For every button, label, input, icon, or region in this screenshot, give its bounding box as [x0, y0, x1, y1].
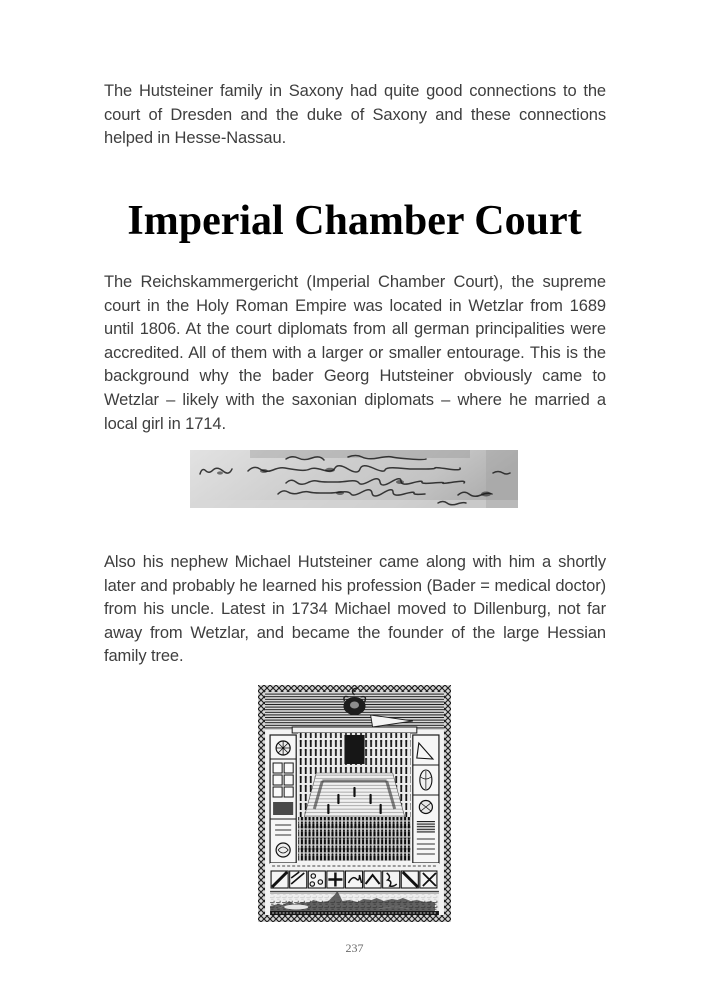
- imperial-chamber-court-engraving-image: [258, 685, 451, 922]
- michael-paragraph: Also his nephew Michael Hutsteiner came along with him a shortly later and probably he learned his profession (Bader = medical doctor) from his uncle. Latest in 1734 Michael moved to Dillenburg, not far away from Wetzlar, and became the founder of the large Hessian family tree.: [104, 553, 606, 666]
- church-register-scan-image: [190, 450, 518, 508]
- court-paragraph: The Reichskammergericht (Imperial Chamber Court), the supreme court in the Holy Roman Empire was located in Wetzlar from 1689 until 1806. At the court diplomats from all german principalities were accredited. All of them with a larger or smaller entourage. This is the background why the bader Georg Hutsteiner obviously came to Wetzlar – likely with the saxonian diplomats – where he married a local girl in 1714.: [104, 273, 606, 433]
- intro-paragraph: The Hutsteiner family in Saxony had quite good connections to the court of Dresden and the duke of Saxony and these connections helped in Hesse-Nassau.: [104, 82, 606, 148]
- page-title: Imperial Chamber Court: [127, 198, 582, 244]
- page-number: 237: [345, 941, 364, 955]
